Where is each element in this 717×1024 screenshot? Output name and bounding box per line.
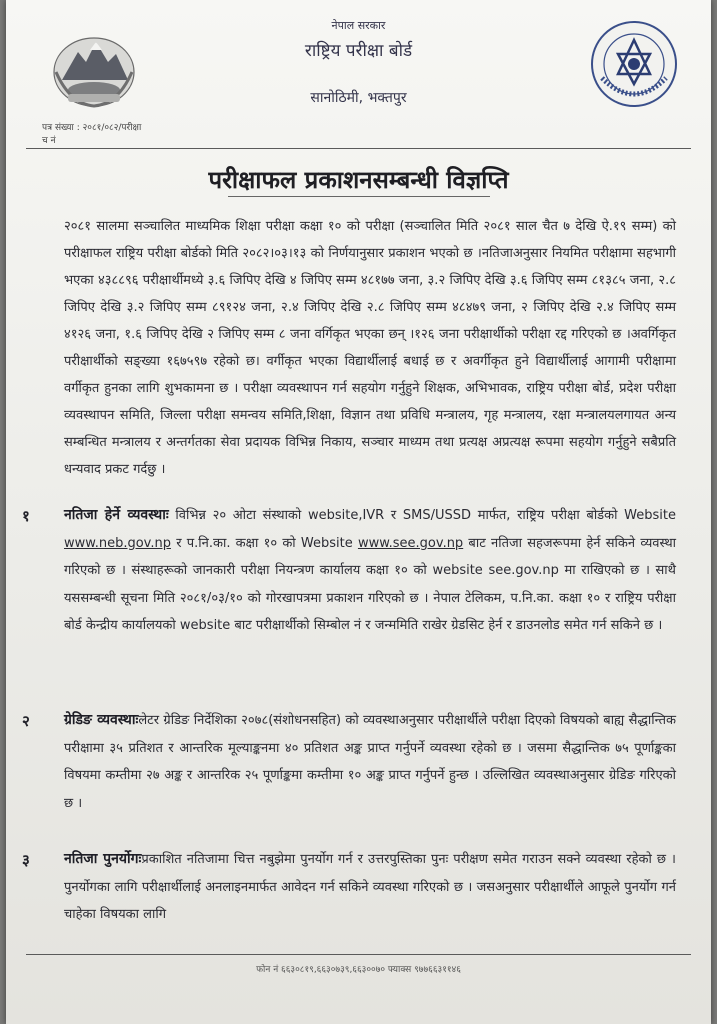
see-website-link[interactable]: www.see.gov.np [357,535,464,551]
section-retotaling [64,846,676,929]
contact-footer: फोन नं ६६३०८१९,६६३०७३९,६६३००७० फ्याक्स ९७७६६३११४६ [256,965,461,975]
section-heading: ग्रेडिङ व्यवस्थाः [64,712,139,728]
section-text: प्रकाशित नतिजामा चित्त नबुझेमा पुनर्योग गर्न र उत्तरपुस्तिका पुनः परीक्षण समेत गराउन सक्ने व्यवस्था रहेको छ । पुनर्योगका लागि परीक्षार्थीलाई अनलाइनमार्फत आवेदन गर्न सकिने व्यवस्था गरिएको छ । जसअनुसार परीक्षार्थीले आफूले पुनर्योग गर्न चाहेका विषयका लागि [64,852,676,922]
section-number: २ [22,712,30,730]
section-grading [64,707,676,817]
section-text: लेटर ग्रेडिङ निर्देशिका २०७८(संशोधनसहित) को व्यवस्थाअनुसार परीक्षार्थीले परीक्षा दिएको विषयको बाह्य सैद्धान्तिक परीक्षामा ३५ प्रतिशत र आन्तरिक मूल्याङ्कनमा ४० प्रतिशत अङ्क प्राप्त गर्नुपर्ने व्यवस्था रहेको छ । जसमा सैद्धान्तिक ७५ पूर्णाङ्कका विषयमा कम्तीमा २७ अङ्क र आन्तरिक २५ पूर्णाङ्कमा कम्तीमा १० अङ्क प्राप्त गर्नुपर्ने हुन्छ । उल्लिखित व्यवस्थाअनुसार ग्रेडिङ गरिएको छ । [64,713,676,811]
section-heading: नतिजा हेर्ने व्यवस्थाः [64,507,169,523]
government-name: नेपाल सरकार [331,19,386,32]
section-heading: नतिजा पुनर्योगः [64,851,142,867]
notice-page [6,0,711,1024]
intro-paragraph: २०८१ सालमा सञ्चालित माध्यमिक शिक्षा परीक्षा कक्षा १० को परीक्षा (सञ्चालित मिति २०८१ साल चैत ७ देखि ऐ.१९ सम्म) को परीक्षाफल राष्ट्रिय परीक्षा बोर्डको मिति २०८२।०३।१३ को निर्णयानुसार प्रकाशन भएको छ ।नतिजाअनुसार नियमित परीक्षामा सहभागी भएका ४३८८९६ परीक्षार्थीमध्ये ३.६ जिपिए देखि ४ जिपिए सम्म ४८१७७ जना, ३.२ जिपिए देखि ३.६ जिपिए सम्म ८१३८५ जना, २.८ जिपिए देखि ३.२ जिपिए सम्म ८९१२४ जना, २.४ जिपिए देखि २.८ जिपिए सम्म ४८४७९ जना, २ जिपिए देखि २.४ जिपिए सम्म ४१२६ जना, १.६ जिपिए देखि २ जिपिए सम्म ८ जना वर्गिकृत भएका छन् ।१२६ जना परीक्षार्थीको परीक्षा रद्द गरिएको छ ।अवर्गिकृत परीक्षार्थीको सङ्ख्या १६७५९७ रहेको छ। वर्गीकृत भएका विद्यार्थीलाई बधाई छ र अवर्गीकृत हुने विद्यार्थीलाई आगामी परीक्षामा वर्गीकृत हुनका लागि शुभकामना छ । परीक्षा व्यवस्थापन गर्न सहयोग गर्नुहुने शिक्षक, अभिभावक, राष्ट्रिय परीक्षा बोर्ड, प्रदेश परीक्षा व्यवस्थापन समिति, जिल्ला परीक्षा समन्वय समिति,शिक्षा, विज्ञान तथा प्रविधि मन्त्रालय, गृह मन्त्रालय, रक्षा मन्त्रालयलगायत अन्य सम्बन्धित मन्त्रालय र अन्तर्गतका सेवा प्रदायक विभिन्न निकाय, सञ्चार माध्यम तथा प्रत्यक्ष अप्रत्यक्ष रूपमा सहयोग गर्नुहुने सबैप्रति धन्यवाद प्रकट गर्दछु । [64,219,676,477]
title-underline [228,196,490,197]
section-text: र प.नि.का. कक्षा १० को Website [170,535,358,551]
board-name: राष्ट्रिय परीक्षा बोर्ड [304,41,413,61]
section-result-viewing [64,502,676,640]
neb-website-link[interactable]: www.neb.gov.np [64,535,171,551]
notice-title: परीक्षाफल प्रकाशनसम्बन्धी विज्ञप्ति [208,166,509,194]
section-text: बाट नतिजा सहजरूपमा हेर्न सकिने व्यवस्था गरिएको छ । संस्थाहरूको जानकारी परीक्षा नियन्त्रण कार्यालय कक्षा १० को website see.gov.np मा राखिएको छ । साथै यससम्बन्धी सूचना मिति २०८१/०३/१० को गोरखापत्रमा प्रकाशन गरिएको छ । नेपाल टेलिकम, प.नि.का. कक्षा १० र राष्ट्रिय परीक्षा बोर्ड केन्द्रीय कार्यालयको website बाट परीक्षार्थीको सिम्बोल नं र जन्ममिति राखेर ग्रेडसिट हेर्न र डाउनलोड समेत गर्न सकिने छ । [64,535,676,633]
section-number: ३ [22,851,30,869]
section-number: १ [22,507,30,525]
dispatch-number: च नं [42,136,56,146]
header-divider [26,148,691,149]
board-location: सानोठिमी, भक्तपुर [310,90,407,106]
footer-divider [26,954,691,955]
section-text: विभिन्न २० ओटा संस्थाको website,IVR र SMS/USSD मार्फत, राष्ट्रिय परीक्षा बोर्डको Website [168,508,676,523]
reference-number: पत्र संख्या : २०८१/०८२/परीक्षा [42,123,142,133]
